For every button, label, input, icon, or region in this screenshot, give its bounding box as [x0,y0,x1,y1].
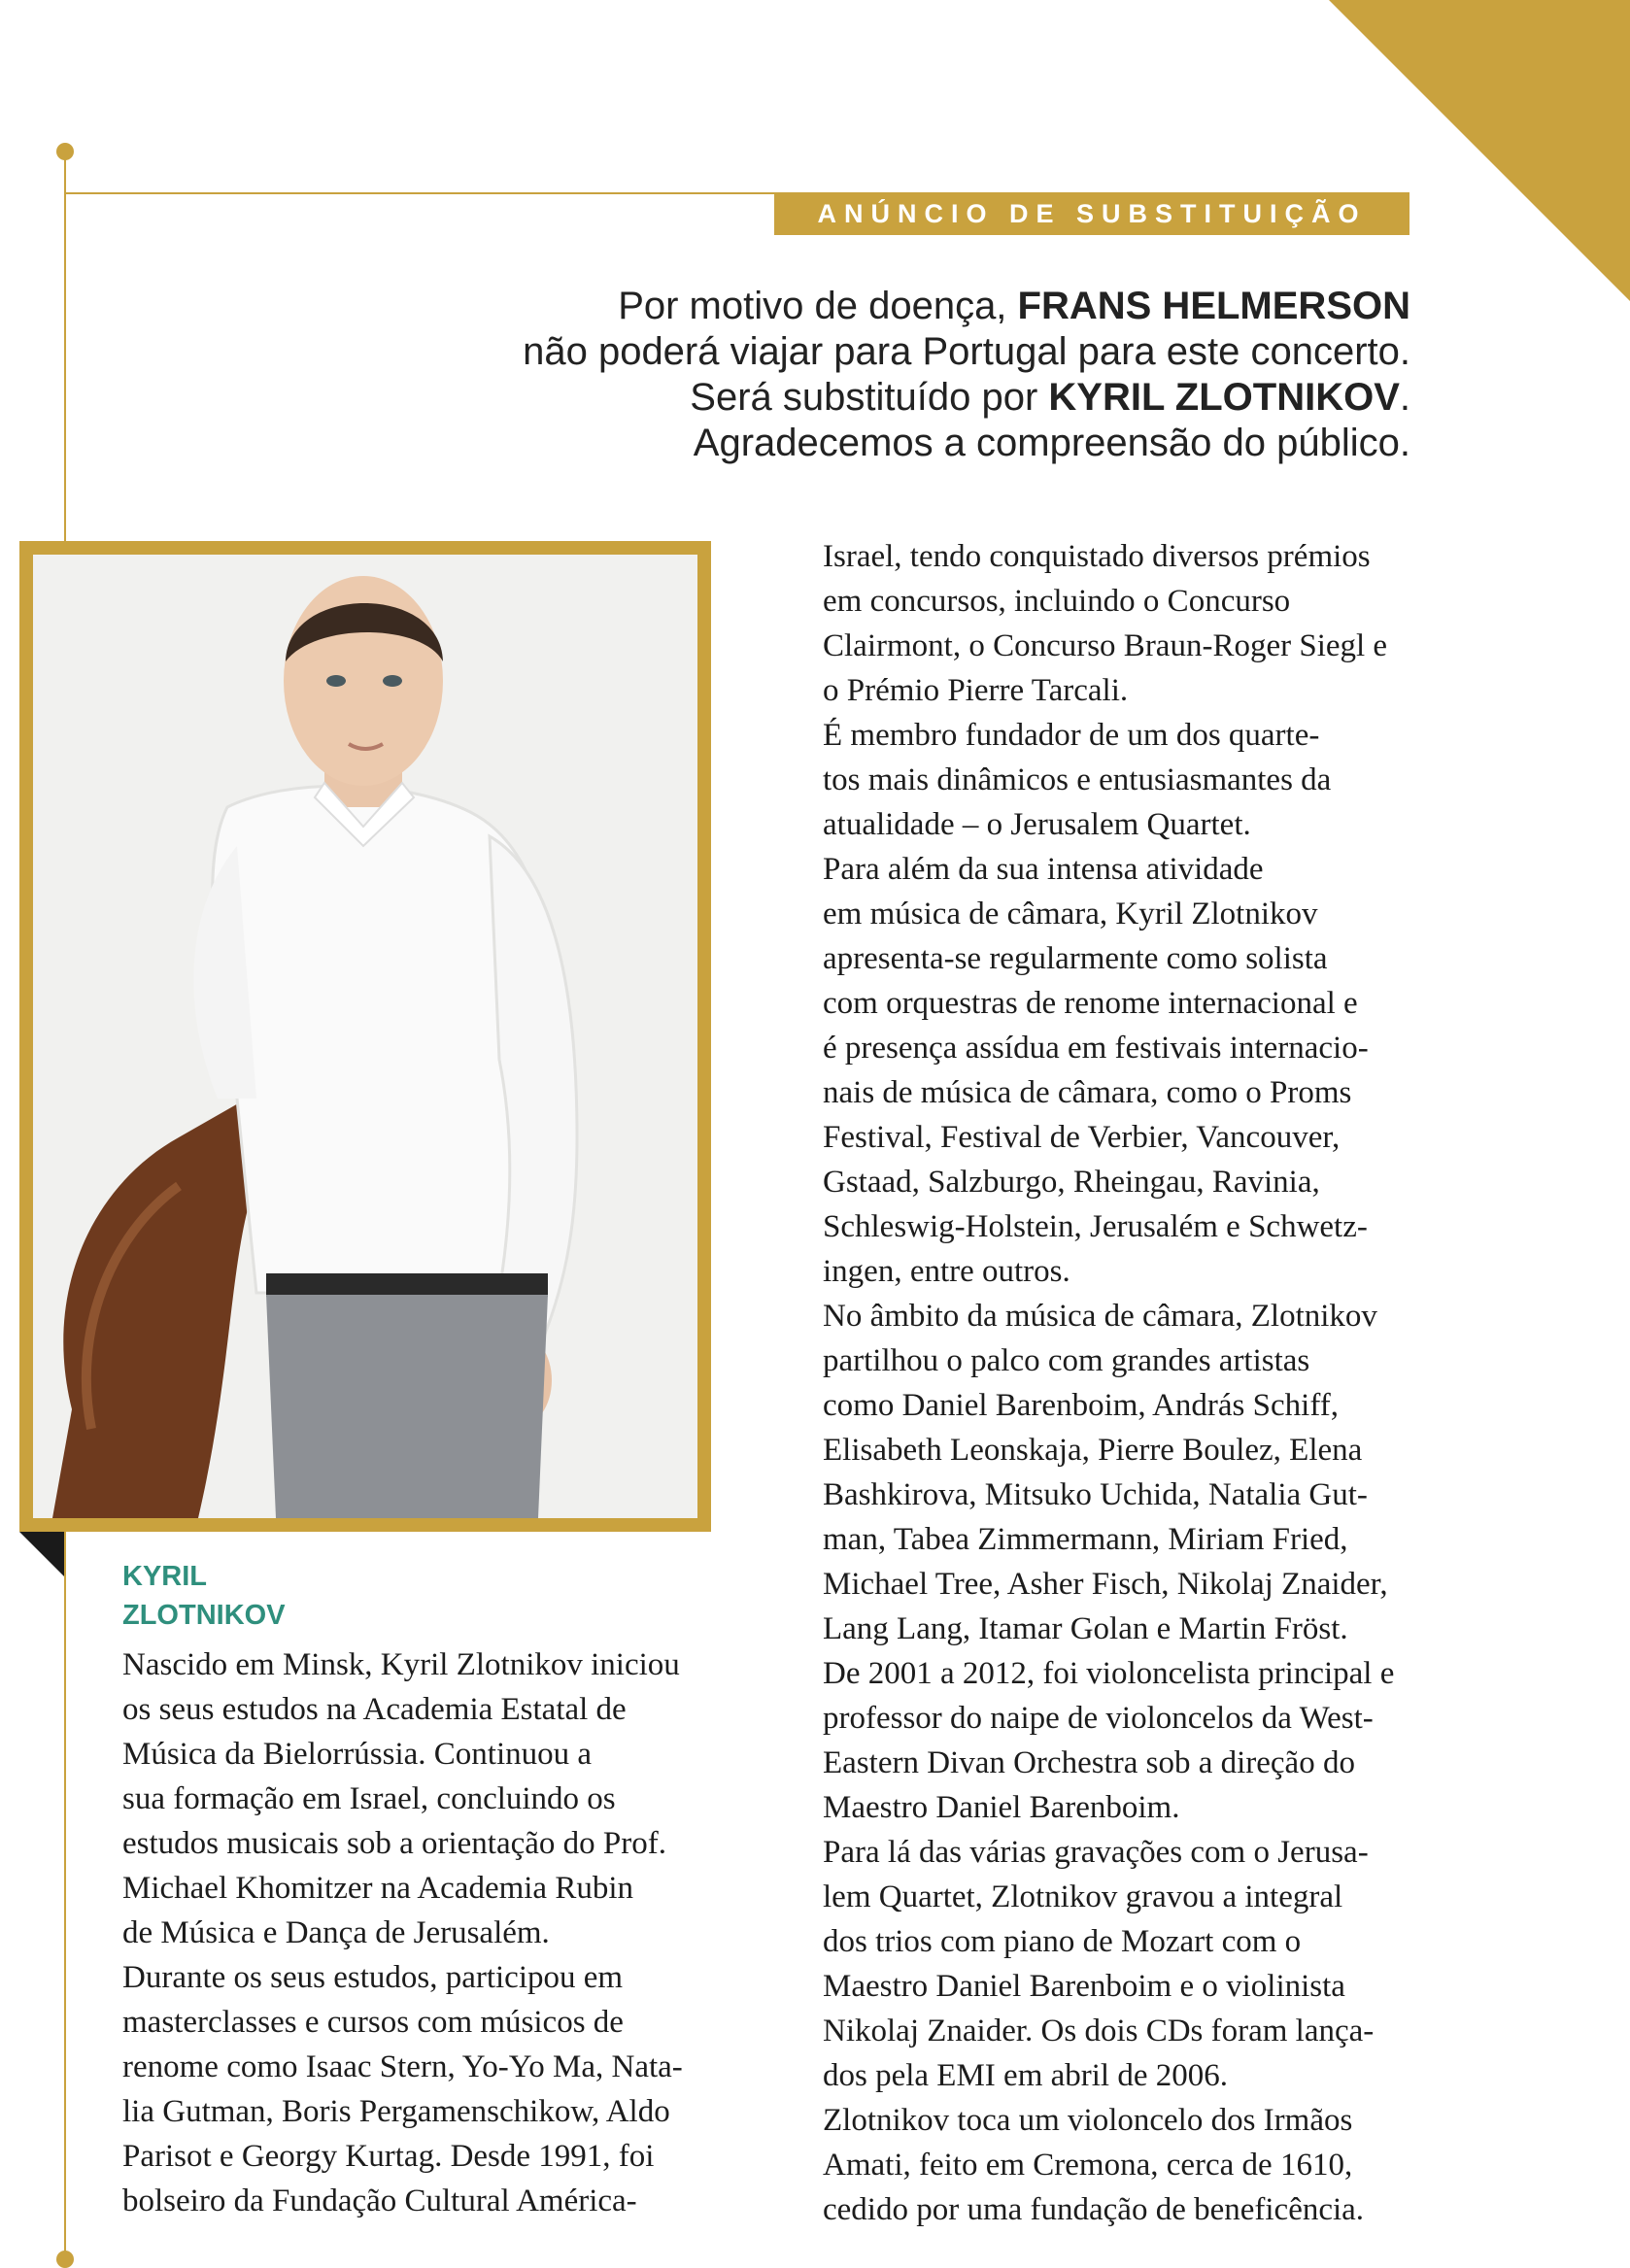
notice-period: . [1399,376,1410,419]
bio-line: com orquestras de renome internacional e [823,986,1358,1021]
bio-line: de Música e Dança de Jerusalém. [122,1915,550,1950]
bio-line: lia Gutman, Boris Pergamenschikow, Aldo [122,2094,670,2129]
bio-line: man, Tabea Zimmermann, Miriam Fried, [823,1522,1348,1557]
notice-line-3 [369,375,1410,421]
bio-line: sua formação em Israel, concluindo os [122,1781,616,1816]
bio-line: Gstaad, Salzburgo, Rheingau, Ravinia, [823,1165,1320,1200]
bio-line: dos trios com piano de Mozart com o [823,1924,1302,1959]
notice-text: Por motivo de doença, [618,285,1018,327]
substitution-notice [369,284,1410,466]
replacement-artist-name: KYRIL ZLOTNIKOV [1048,376,1400,419]
bio-line: cedido por uma fundação de beneficência. [823,2192,1365,2227]
bio-line: Durante os seus estudos, participou em [122,1960,624,1995]
bio-line: o Prémio Pierre Tarcali. [823,673,1129,708]
bio-line: Nikolaj Znaider. Os dois CDs foram lança- [823,2014,1375,2048]
bio-line: No âmbito da música de câmara, Zlotnikov [823,1299,1377,1334]
bio-line: atualidade – o Jerusalem Quartet. [823,807,1251,842]
biography-left-column [122,1642,783,2223]
absent-artist-name: FRANS HELMERSON [1017,285,1410,327]
bio-line: De 2001 a 2012, foi violoncelista principal e [823,1656,1395,1691]
artist-last-name: ZLOTNIKOV [122,1600,286,1631]
artist-name-heading [122,1557,414,1635]
substitution-banner: ANÚNCIO DE SUBSTITUIÇÃO [774,192,1409,235]
bio-line: Para lá das várias gravações com o Jerusa- [823,1835,1369,1870]
bio-line: renome como Isaac Stern, Yo-Yo Ma, Nata- [122,2049,683,2084]
bio-line: Parisot e Georgy Kurtag. Desde 1991, foi [122,2139,655,2174]
bio-line: bolseiro da Fundação Cultural América- [122,2183,637,2218]
bio-line: É membro fundador de um dos quarte- [823,718,1320,753]
bio-line: em concursos, incluindo o Concurso [823,584,1291,619]
bio-line: estudos musicais sob a orientação do Prof. [122,1826,666,1861]
bio-line: Nascido em Minsk, Kyril Zlotnikov iniciou [122,1647,680,1682]
bio-line: Schleswig-Holstein, Jerusalém e Schwetz- [823,1209,1368,1244]
bio-line: Zlotnikov toca um violoncelo dos Irmãos [823,2103,1353,2138]
gold-dot-top [56,143,74,160]
bio-line: tos mais dinâmicos e entusiasmantes da [823,762,1332,797]
gold-dot-bottom [56,2251,74,2268]
bio-line: ingen, entre outros. [823,1254,1070,1289]
black-corner-triangle [19,1532,64,1576]
biography-right-column [823,534,1522,2232]
bio-line: Música da Bielorrússia. Continuou a [122,1737,593,1772]
bio-line: Lang Lang, Itamar Golan e Martin Fröst. [823,1611,1348,1646]
bio-line: partilhou o palco com grandes artistas [823,1343,1310,1378]
bio-line: nais de música de câmara, como o Proms [823,1075,1352,1110]
notice-text: Será substituído por [690,376,1049,419]
corner-triangle-decoration [1329,0,1630,301]
bio-line: como Daniel Barenboim, András Schiff, [823,1388,1339,1423]
bio-line: em música de câmara, Kyril Zlotnikov [823,897,1318,931]
bio-line: Festival, Festival de Verbier, Vancouver, [823,1120,1341,1155]
bio-line: Clairmont, o Concurso Braun-Roger Siegl e [823,628,1388,663]
bio-line: Maestro Daniel Barenboim e o violinista [823,1969,1345,2004]
bio-line: Bashkirova, Mitsuko Uchida, Natalia Gut- [823,1477,1368,1512]
bio-line: Israel, tendo conquistado diversos prémios [823,539,1371,574]
bio-line: dos pela EMI em abril de 2006. [823,2058,1228,2093]
bio-line: Michael Khomitzer na Academia Rubin [122,1871,634,1906]
bio-line: professor do naipe de violoncelos da West- [823,1701,1374,1736]
artist-portrait [33,555,697,1518]
bio-line: Amati, feito em Cremona, cerca de 1610, [823,2148,1353,2183]
bio-line: é presença assídua em festivais internacio- [823,1031,1369,1066]
notice-line-4: Agradecemos a compreensão do público. [693,422,1410,464]
bio-line: Michael Tree, Asher Fisch, Nikolaj Znaider, [823,1567,1388,1602]
bio-line: lem Quartet, Zlotnikov gravou a integral [823,1879,1343,1914]
bio-line: Para além da sua intensa atividade [823,852,1264,887]
notice-line-2: não poderá viajar para Portugal para este concerto. [523,330,1410,373]
bio-line: Eastern Divan Orchestra sob a direção do [823,1745,1355,1780]
bio-line: masterclasses e cursos com músicos de [122,2005,624,2040]
bio-line: apresenta-se regularmente como solista [823,941,1328,976]
bio-line: Elisabeth Leonskaja, Pierre Boulez, Elena [823,1433,1363,1468]
notice-line-1 [369,284,1410,329]
bio-line: os seus estudos na Academia Estatal de [122,1692,627,1727]
bio-line: Maestro Daniel Barenboim. [823,1790,1180,1825]
artist-first-name: KYRIL [122,1561,207,1592]
